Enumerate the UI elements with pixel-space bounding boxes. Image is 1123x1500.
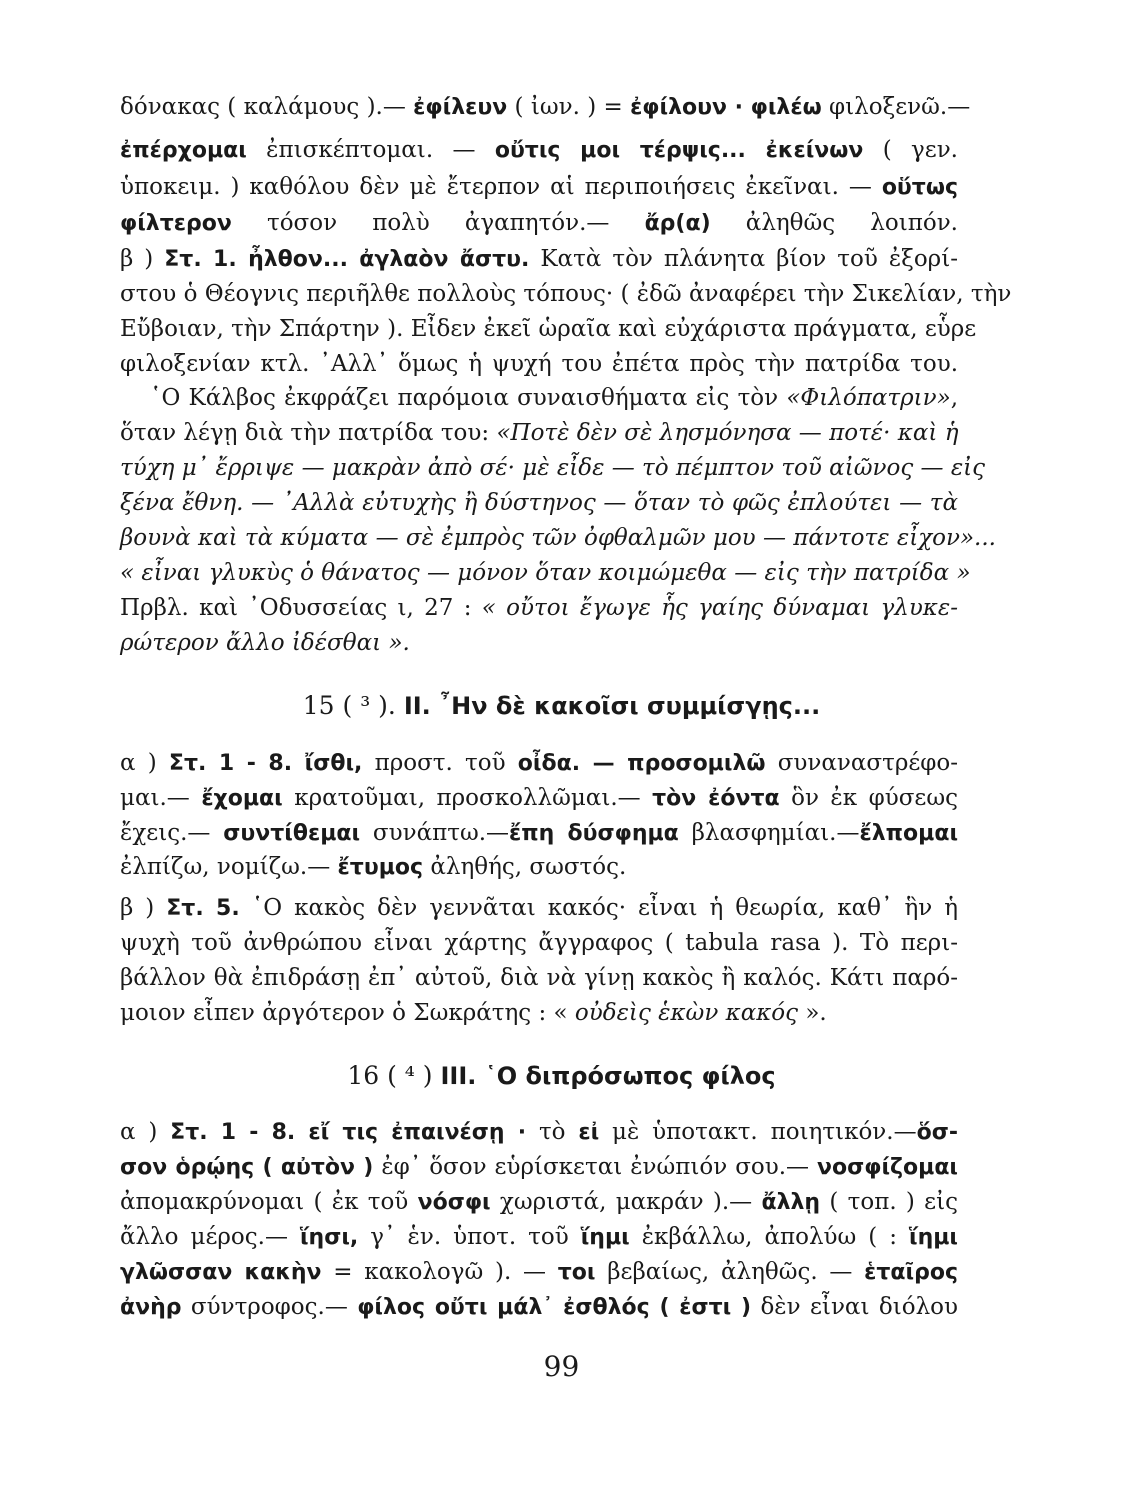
text-run: α ): [120, 1119, 171, 1145]
bold-term: ἀνὴρ: [120, 1295, 182, 1320]
italic-quote: τύχη μ᾽ ἔρριψε — μακρὰν ἀπὸ σέ· μὲ εἶδε — τὸ πέμπτον τοῦ αἰῶνος — εἰς: [120, 455, 986, 481]
text-line: [120, 783, 958, 814]
text-line: [120, 453, 986, 483]
text-line: [120, 818, 958, 849]
bold-term: εἰ: [578, 1120, 600, 1145]
text-run: γ᾽ ἑν. ὑποτ. τοῦ: [358, 1224, 581, 1250]
text-run: συνάπτω.—: [360, 820, 510, 846]
text-line: [120, 558, 971, 588]
section-heading-15: [0, 690, 1123, 722]
text-line: [120, 279, 1012, 309]
text-run: ἔχεις.—: [120, 820, 224, 846]
text-run: Εὔβοιαν, τὴν Σπάρτην ). Εἶδεν ἐκεῖ ὡραῖα καὶ εὐχάριστα πράγματα, εὗρε: [120, 316, 977, 342]
text-run: σύντροφος.—: [181, 1294, 358, 1320]
bold-term: ἵησι,: [299, 1225, 359, 1250]
bold-term: φίλος οὔτι μάλ᾽ ἐσθλός ( ἐστι ): [357, 1295, 752, 1320]
text-line: [120, 208, 958, 239]
text-run: ὃν ἐκ φύσεως: [779, 785, 958, 811]
text-line: [120, 628, 958, 658]
text-run: χωριστά, μακράν ).—: [490, 1189, 762, 1215]
italic-quote: ξένα ἔθνη. — ᾽Αλλὰ εὐτυχὴς ἢ δύστηνος — ὅταν τὸ φῶς ἐπλούτει — τὰ: [120, 490, 958, 516]
text-run: μαι.—: [120, 785, 202, 811]
bold-term: ἔτυμος: [337, 855, 424, 880]
text-run: συναναστρέφο-: [765, 750, 958, 776]
text-run: τὸ: [526, 1119, 579, 1145]
section-heading-16: [0, 1060, 1123, 1092]
text-line: [120, 893, 958, 924]
text-line: [120, 1292, 958, 1323]
text-run: ἐφ᾽ ὅσον εὑρίσκεται ἐνώπιόν σου.—: [373, 1154, 817, 1180]
text-run: φιλοξενίαν κτλ. ᾽Αλλ᾽ ὅμως ἡ ψυχή του ἐπέτα πρὸς τὴν πατρίδα του.: [120, 351, 958, 377]
text-line: [150, 383, 958, 413]
text-line: [120, 314, 977, 344]
text-line: [120, 1152, 958, 1183]
text-line: [120, 418, 958, 448]
bold-term: ἐφίλευν: [413, 95, 508, 120]
italic-quote: βουνὰ καὶ τὰ κύματα — σὲ ἐμπρὸς τῶν ὀφθαλμῶν μου — πάντοτε εἶχον»...: [120, 525, 996, 551]
text-run: ἀληθῶς λοιπόν.: [710, 210, 958, 236]
text-run: δὲν εἶναι διόλου: [751, 1294, 958, 1320]
text-run: α ): [120, 750, 169, 776]
bold-term: ἵημι: [580, 1225, 630, 1250]
bold-term: ἔλπομαι: [859, 821, 959, 846]
bold-term: ἔχομαι: [201, 786, 283, 811]
text-run: βλασφημίαι.—: [678, 820, 860, 846]
bold-term: Στ. 5.: [166, 896, 240, 921]
text-run: βάλλον θὰ ἐπιδράσῃ ἐπ᾽ αὐτοῦ, διὰ νὰ γίνῃ κακὸς ἢ καλός. Κάτι παρό-: [120, 965, 958, 991]
text-run: = κακολογῶ ). —: [321, 1259, 558, 1285]
text-line: [120, 1257, 958, 1288]
bold-term: ἐπέρχομαι: [120, 138, 247, 163]
text-run: ἐκβάλλω, ἀπολύω ( :: [629, 1224, 909, 1250]
italic-quote: «Ποτὲ δὲν σὲ λησμόνησα — ποτέ· καὶ ἡ: [496, 420, 959, 446]
text-line: [120, 244, 958, 275]
text-line: [120, 349, 958, 379]
text-line: [120, 523, 996, 553]
text-run: ὑποκειμ. ) καθόλου δὲν μὲ ἔτερπον αἱ περιποιήσεις ἐκεῖναι. —: [120, 174, 882, 200]
text-run: φιλοξενῶ.—: [821, 94, 971, 120]
text-run: ἄλλο μέρος.—: [120, 1224, 300, 1250]
bold-term: νόσφι: [417, 1190, 491, 1215]
bold-term: Στ. 1. ἦλθον... ἀγλαὸν ἄστυ.: [164, 247, 530, 272]
text-run: δόνακας ( καλάμους ).—: [120, 94, 414, 120]
bold-term: ὅσ-: [916, 1120, 958, 1145]
bold-term: οὔτις μοι τέρψις... ἐκείνων: [494, 138, 864, 163]
bold-term: νοσφίζομαι: [817, 1155, 959, 1180]
text-run: ὅταν λέγῃ διὰ τὴν πατρίδα του:: [120, 420, 497, 446]
text-run: ἀληθής, σωστός.: [423, 854, 627, 880]
bold-term: ἄρ(α): [644, 211, 711, 236]
text-run: Κατὰ τὸν πλάνητα βίον τοῦ ἐξορί-: [529, 246, 958, 272]
text-run: στου ὁ Θέογνις περιῆλθε πολλοὺς τόπους· ( ἐδῶ ἀναφέρει τὴν Σικελίαν, τὴν: [120, 281, 1012, 307]
text-run: Πρβλ. καὶ ᾽Οδυσσείας ι, 27 :: [120, 595, 482, 621]
page-number: 99: [543, 1350, 580, 1383]
text-run: 16 ( ⁴ ): [347, 1061, 441, 1090]
text-line: [120, 593, 958, 623]
text-line: [120, 488, 958, 518]
text-line: [120, 172, 958, 203]
text-line: [120, 998, 958, 1028]
bold-term: σον ὁρῴης ( αὐτὸν ): [120, 1155, 374, 1180]
text-run: ,: [950, 385, 958, 411]
italic-quote: « εἶναι γλυκὺς ὁ θάνατος — μόνον ὅταν κοιμώμεθα — εἰς τὴν πατρίδα »: [120, 560, 971, 586]
text-line: [120, 1117, 958, 1148]
text-line: [120, 963, 958, 993]
bold-term: γλῶσσαν κακὴν: [120, 1260, 322, 1285]
text-run: μὲ ὑποτακτ. ποιητικόν.—: [599, 1119, 917, 1145]
bold-term: φίλτερον: [120, 211, 232, 236]
text-line: [120, 135, 958, 166]
text-run: τόσον πολὺ ἀγαπητόν.—: [231, 210, 645, 236]
bold-term: ἄλλῃ: [761, 1190, 821, 1215]
text-run: κρατοῦμαι, προσκολλῶμαι.—: [282, 785, 653, 811]
text-run: ( τοπ. ) εἰς: [820, 1189, 958, 1215]
bold-term: ἔπη δύσφημα: [509, 821, 679, 846]
text-run: 15 ( ³ ).: [302, 691, 404, 720]
bold-term: συντίθεμαι: [223, 821, 361, 846]
bold-term: ΙΙΙ. ῾Ο διπρόσωπος φίλος: [440, 1062, 776, 1090]
text-line: [120, 92, 971, 123]
bold-term: οὕτως: [881, 175, 958, 200]
text-run: βεβαίως, ἀληθῶς. —: [595, 1259, 865, 1285]
bold-term: ἑταῖρος: [864, 1260, 958, 1285]
text-run: ἀπομακρύνομαι ( ἐκ τοῦ: [120, 1189, 418, 1215]
text-line: [120, 1187, 958, 1218]
text-run: β ): [120, 246, 165, 272]
bold-term: ἐφίλουν · φιλέω: [630, 95, 822, 120]
text-run: β ): [120, 895, 167, 921]
text-run: ῾Ο κακὸς δὲν γεννᾶται κακός· εἶναι ἡ θεωρία, καθ᾽ ἣν ἡ: [239, 895, 958, 921]
text-line: [120, 1222, 958, 1253]
bold-term: Στ. 1 - 8. εἴ τις ἐπαινέσῃ ·: [170, 1120, 527, 1145]
italic-quote: οὐδεὶς ἑκὼν κακός: [574, 1000, 799, 1026]
text-line: [120, 928, 958, 958]
text-run: ( ἰων. ) =: [507, 94, 631, 120]
bold-term: τοι: [557, 1260, 596, 1285]
text-line: [120, 852, 958, 883]
italic-quote: « οὔτοι ἔγωγε ἧς γαίης δύναμαι γλυκε-: [481, 595, 958, 621]
text-run: μοιον εἶπεν ἀργότερον ὁ Σωκράτης : «: [120, 1000, 575, 1026]
bold-term: τὸν ἐόντα: [652, 786, 780, 811]
text-run: ψυχὴ τοῦ ἀνθρώπου εἶναι χάρτης ἄγγραφος ( tabula rasa ). Τὸ περι-: [120, 930, 958, 956]
bold-term: οἶδα. — προσομιλῶ: [517, 751, 766, 776]
text-run: ἐλπίζω, νομίζω.—: [120, 854, 338, 880]
text-run: προστ. τοῦ: [362, 750, 518, 776]
text-run: ῾Ο Κάλβος ἐκφράζει παρόμοια συναισθήματα εἰς τὸν: [150, 385, 787, 411]
text-run: ».: [798, 1000, 827, 1026]
italic-quote: ρώτερον ἄλλο ἰδέσθαι ».: [120, 630, 410, 656]
bold-term: ἵημι: [909, 1225, 958, 1250]
text-run: ἐπισκέπτομαι. —: [246, 137, 495, 163]
italic-quote: «Φιλόπατριν»: [786, 385, 951, 411]
bold-term: ΙΙ. ῏Ην δὲ κακοῖσι συμμίσγῃς...: [403, 692, 821, 720]
bold-term: Στ. 1 - 8. ἴσθι,: [168, 751, 363, 776]
text-line: [120, 748, 958, 779]
text-run: ( γεν.: [863, 137, 958, 163]
